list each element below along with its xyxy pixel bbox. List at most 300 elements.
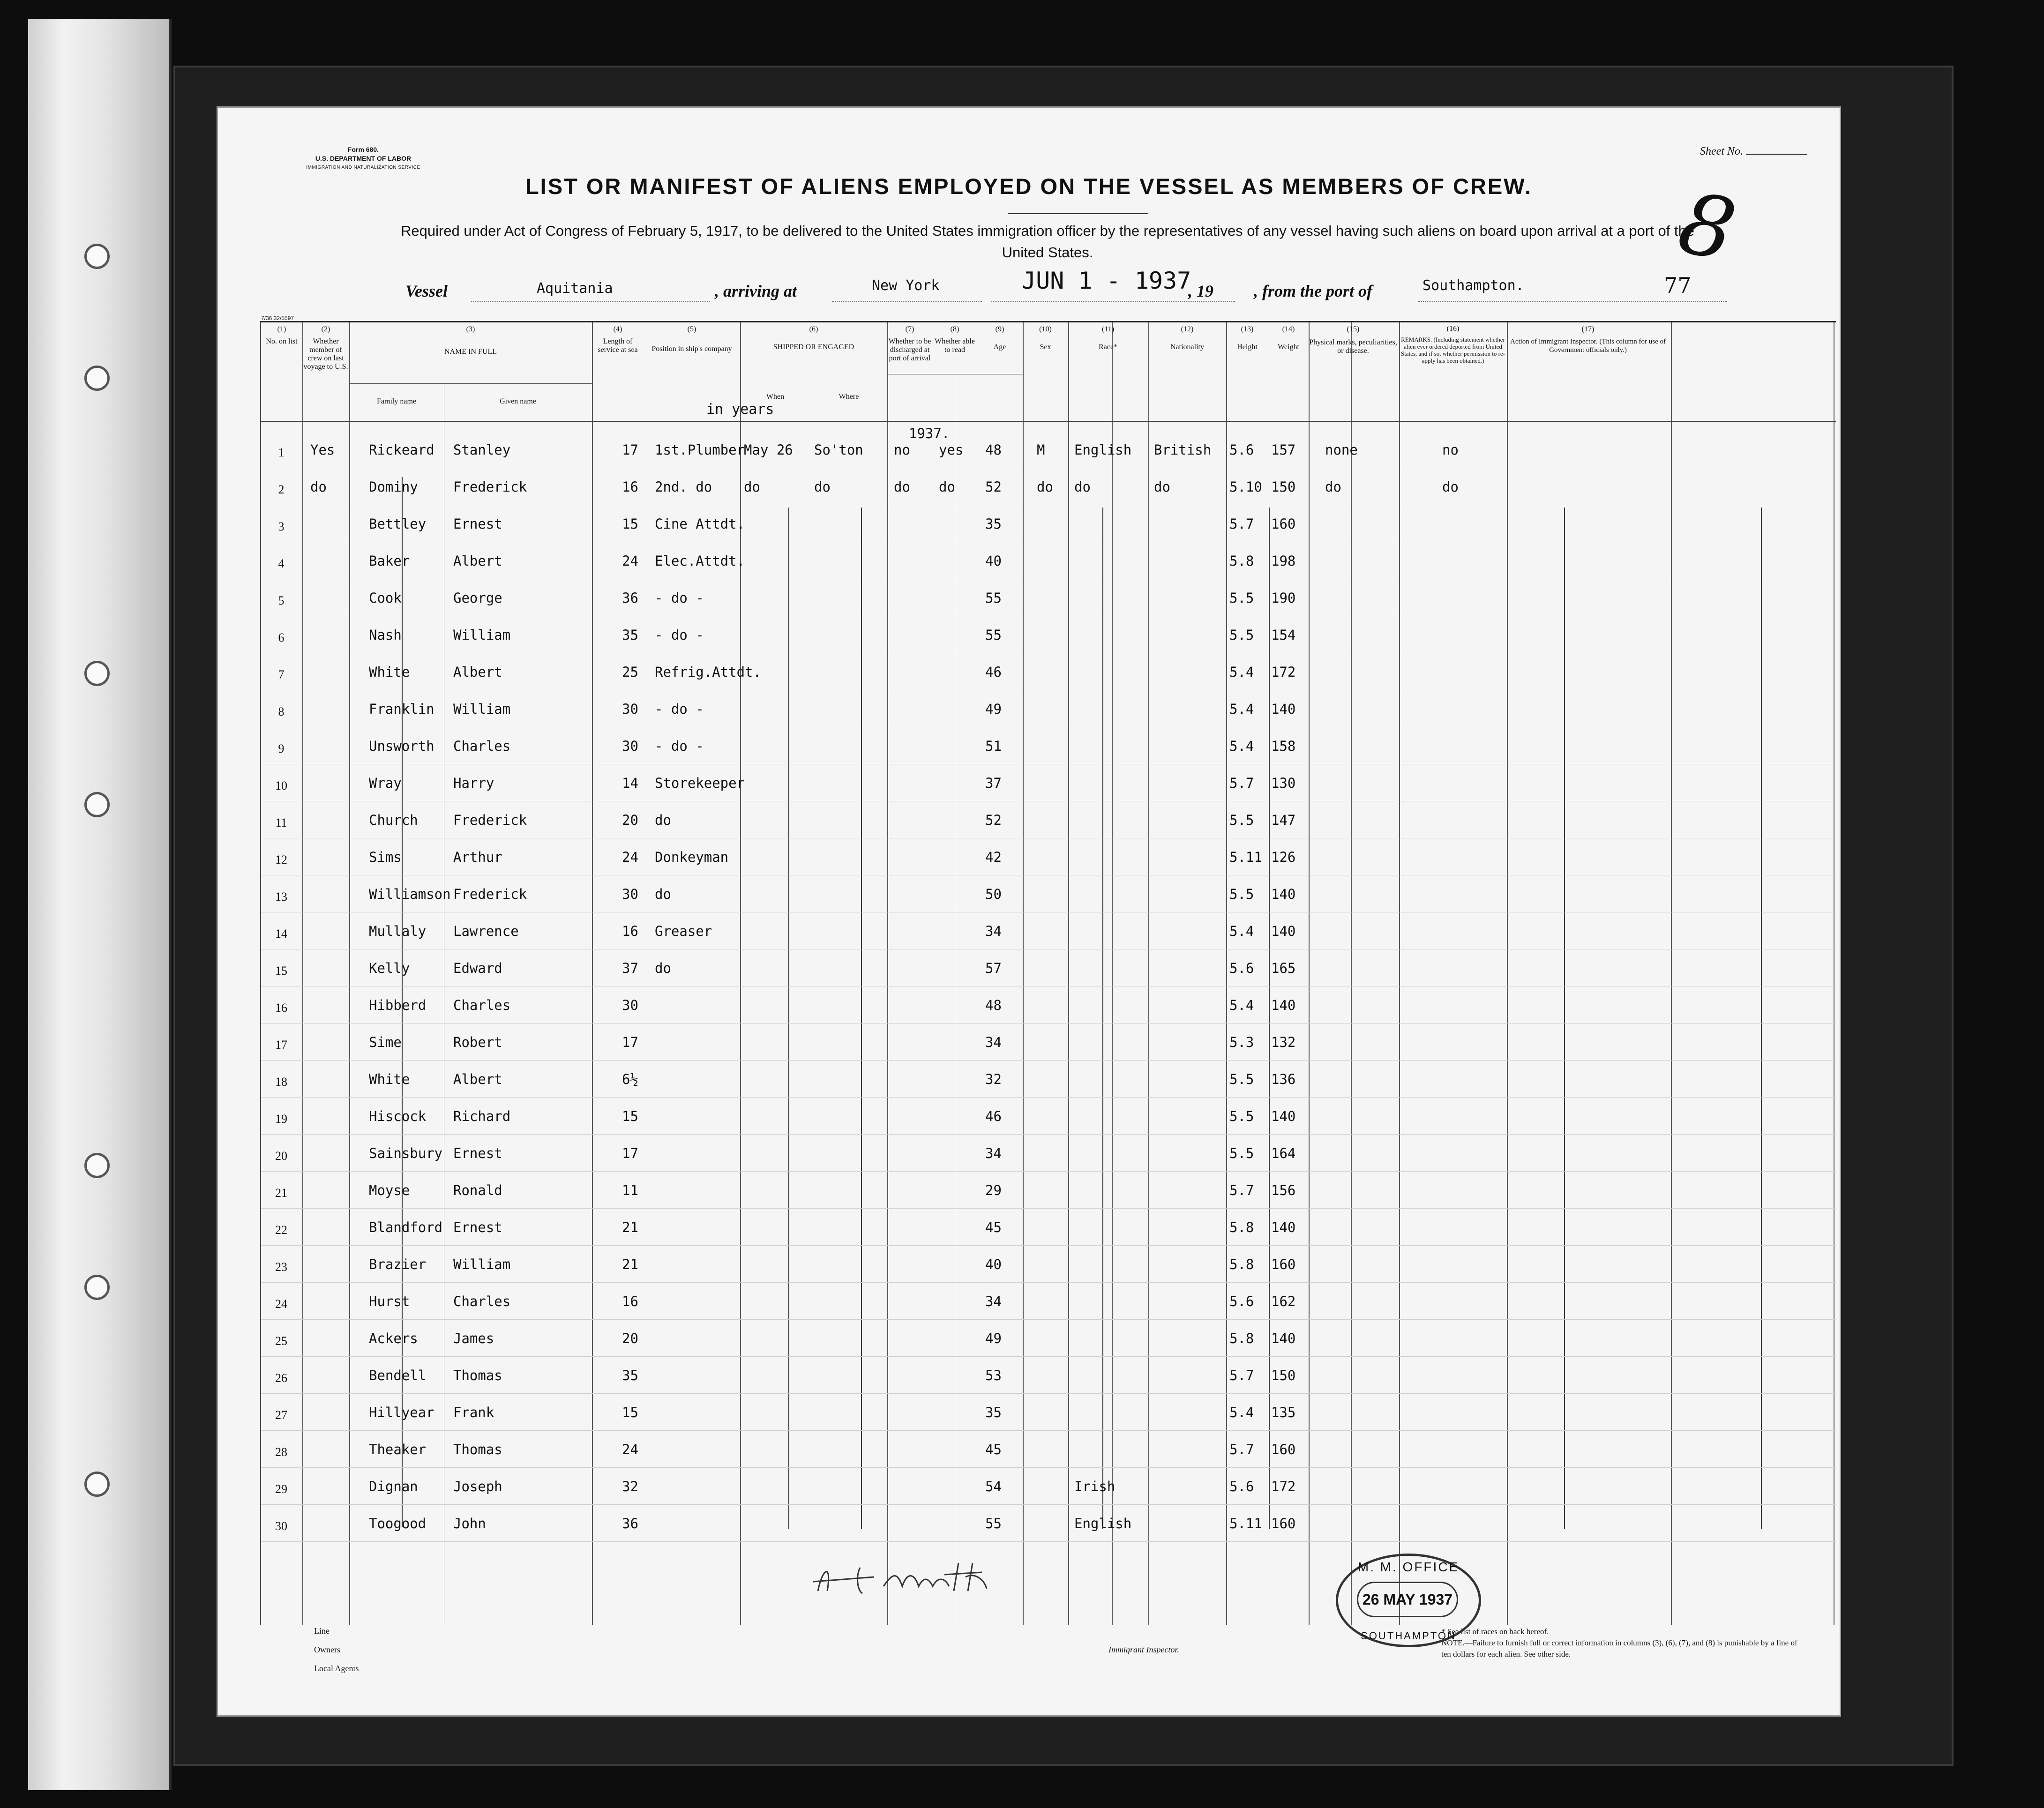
- cell-service-years: 36: [622, 590, 638, 606]
- cell-family-name: Moyse: [369, 1182, 410, 1198]
- cell-given-name: Charles: [453, 1293, 511, 1309]
- cell-remarks: no: [1442, 442, 1459, 458]
- cell-given-name: Frederick: [453, 886, 527, 902]
- ditto-line: [1102, 508, 1103, 1529]
- col-header-sex: (10) Sex: [1039, 325, 1052, 351]
- row-number: 12: [275, 853, 287, 867]
- col-header-read: (8) Whether able to read: [935, 325, 975, 354]
- col-header-race: (11) Race*: [1099, 325, 1117, 351]
- row-number: 10: [275, 779, 287, 792]
- signature: [804, 1558, 1010, 1603]
- row-rule: [261, 1097, 1836, 1098]
- cell-age: 40: [985, 1256, 1002, 1272]
- row-rule: [261, 1134, 1836, 1135]
- cell-given-name: William: [453, 701, 511, 717]
- footer-agents: Local Agents: [314, 1664, 359, 1673]
- col-subdivider: [261, 374, 955, 1625]
- row-rule: [261, 1319, 1836, 1320]
- manifest-sheet: [218, 108, 1840, 1715]
- row-number: 27: [275, 1408, 287, 1422]
- cell-weight: 160: [1271, 1256, 1296, 1272]
- cell-height: 5.4: [1229, 701, 1254, 717]
- cell-age: 32: [985, 1071, 1002, 1087]
- cell-position: 2nd. do: [655, 479, 712, 495]
- stamp-date: 26 MAY 1937: [1357, 1582, 1458, 1617]
- cell-position: - do -: [655, 627, 704, 643]
- cell-weight: 172: [1271, 1479, 1296, 1494]
- cell-age: 55: [985, 1516, 1002, 1532]
- cell-age: 34: [985, 1034, 1002, 1050]
- subheader-years: in years: [706, 401, 774, 418]
- subheader-when: When: [766, 393, 785, 401]
- cell-height: 5.5: [1229, 627, 1254, 643]
- cell-family-name: Hiscock: [369, 1108, 427, 1124]
- row-rule: [261, 1023, 1836, 1024]
- cell-able-to-read: yes: [939, 442, 964, 458]
- cell-age: 34: [985, 1145, 1002, 1161]
- cell-height: 5.5: [1229, 886, 1254, 902]
- ditto-line: [861, 508, 862, 1529]
- stamp-office: M. M. OFFICE: [1357, 1560, 1460, 1574]
- col-header-physical-marks: (15) Physical marks, peculiarities, or disease.: [1309, 325, 1397, 355]
- cell-service-years: 21: [622, 1219, 638, 1235]
- cell-given-name: Robert: [453, 1034, 502, 1050]
- row-number: 13: [275, 890, 287, 904]
- cell-weight: 150: [1271, 479, 1296, 495]
- cell-given-name: Thomas: [453, 1367, 502, 1383]
- cell-given-name: Ernest: [453, 516, 502, 532]
- cell-weight: 136: [1271, 1071, 1296, 1087]
- binder-hole: [84, 1472, 110, 1497]
- cell-given-name: Edward: [453, 960, 502, 976]
- cell-age: 57: [985, 960, 1002, 976]
- row-number: 28: [275, 1445, 287, 1459]
- cell-height: 5.6: [1229, 1293, 1254, 1309]
- cell-age: 55: [985, 627, 1002, 643]
- cell-age: 50: [985, 886, 1002, 902]
- row-rule: [261, 1245, 1836, 1246]
- cell-height: 5.5: [1229, 1145, 1254, 1161]
- col-header-name: (3) NAME IN FULL: [444, 325, 497, 356]
- cell-family-name: Ackers: [369, 1330, 418, 1346]
- binder-hole: [84, 792, 110, 817]
- cell-age: 40: [985, 553, 1002, 569]
- cell-age: 45: [985, 1219, 1002, 1235]
- cell-service-years: 35: [622, 1367, 638, 1383]
- subheader-where: Where: [839, 393, 859, 401]
- col-header-height: (13) Height: [1237, 325, 1258, 351]
- subheader-family: Family name: [377, 397, 416, 405]
- cell-given-name: John: [453, 1516, 486, 1532]
- cell-weight: 130: [1271, 775, 1296, 791]
- cell-service-years: 17: [622, 1034, 638, 1050]
- cell-service-years: 35: [622, 627, 638, 643]
- cell-position: Elec.Attdt.: [655, 553, 745, 569]
- row-rule: [261, 1467, 1836, 1468]
- cell-age: 54: [985, 1479, 1002, 1494]
- row-number: 21: [275, 1186, 287, 1200]
- cell-sex: M: [1037, 442, 1045, 458]
- cell-height: 5.5: [1229, 590, 1254, 606]
- cell-height: 5.8: [1229, 1330, 1254, 1346]
- cell-height: 5.7: [1229, 1367, 1254, 1383]
- cell-position: do: [655, 886, 671, 902]
- cell-weight: 190: [1271, 590, 1296, 606]
- cell-family-name: Hillyear: [369, 1405, 434, 1420]
- cell-service-years: 17: [622, 442, 638, 458]
- cell-given-name: Frank: [453, 1405, 494, 1420]
- cell-family-name: Bettley: [369, 516, 427, 532]
- form-heading: [286, 145, 441, 172]
- cell-weight: 126: [1271, 849, 1296, 865]
- cell-weight: 160: [1271, 1516, 1296, 1532]
- cell-given-name: Stanley: [453, 442, 511, 458]
- cell-position: Greaser: [655, 923, 712, 939]
- cell-age: 46: [985, 1108, 1002, 1124]
- cell-height: 5.6: [1229, 1479, 1254, 1494]
- col-header-age: (9) Age: [993, 325, 1006, 351]
- cell-height: 5.4: [1229, 923, 1254, 939]
- cell-able-to-read: do: [939, 479, 955, 495]
- col-header-nationality: (12) Nationality: [1170, 325, 1204, 351]
- cell-service-years: 37: [622, 960, 638, 976]
- cell-given-name: William: [453, 627, 511, 643]
- cell-shipped-where: So'ton: [814, 442, 863, 458]
- cell-service-years: 24: [622, 553, 638, 569]
- col-header-service: (4) Length of service at sea: [598, 325, 638, 354]
- from-port: Southampton.: [1423, 277, 1524, 294]
- cell-family-name: Theaker: [369, 1442, 427, 1457]
- footer-inspector: Immigrant Inspector.: [1108, 1645, 1179, 1654]
- cell-age: 29: [985, 1182, 1002, 1198]
- cell-service-years: 16: [622, 479, 638, 495]
- binder-hole: [84, 244, 110, 269]
- cell-given-name: Frederick: [453, 479, 527, 495]
- cell-remarks: do: [1442, 479, 1459, 495]
- row-number: 24: [275, 1297, 287, 1311]
- row-number: 5: [278, 594, 285, 607]
- cell-discharge: no: [894, 442, 910, 458]
- cell-given-name: Charles: [453, 738, 511, 754]
- cell-family-name: Unsworth: [369, 738, 434, 754]
- cell-family-name: Kelly: [369, 960, 410, 976]
- col-header-shipped: (6) SHIPPED OR ENGAGED: [773, 325, 854, 351]
- cell-given-name: Frederick: [453, 812, 527, 828]
- sheet-label: Sheet No.: [1700, 145, 1743, 157]
- cell-family-name: Franklin: [369, 701, 434, 717]
- vessel-label: Vessel: [405, 282, 448, 300]
- stamp-port: SOUTHAMPTON: [1361, 1630, 1456, 1642]
- cell-prev-voyage: Yes: [310, 442, 335, 458]
- cell-weight: 160: [1271, 1442, 1296, 1457]
- cell-family-name: Sims: [369, 849, 402, 865]
- row-rule: [261, 1060, 1836, 1061]
- arriving-port: New York: [872, 277, 940, 294]
- cell-given-name: William: [453, 1256, 511, 1272]
- row-rule: [261, 1504, 1836, 1505]
- cell-position: - do -: [655, 590, 704, 606]
- page-title: LIST OR MANIFEST OF ALIENS EMPLOYED ON THE VESSEL AS MEMBERS OF CREW.: [525, 174, 1533, 199]
- cell-family-name: Hibberd: [369, 997, 427, 1013]
- subheader-given: Given name: [500, 397, 536, 405]
- cell-family-name: Cook: [369, 590, 402, 606]
- cell-given-name: Joseph: [453, 1479, 502, 1494]
- ditto-line: [1761, 508, 1762, 1529]
- row-number: 8: [278, 705, 285, 718]
- col-header-inspector: (17) Action of Immigrant Inspector. (This column for use of Government officials only.): [1510, 325, 1666, 354]
- cell-service-years: 21: [622, 1256, 638, 1272]
- department: U.S. DEPARTMENT OF LABOR: [315, 155, 412, 162]
- binder-hole: [84, 1153, 110, 1178]
- col-header-position: (5) Position in ship's company: [651, 325, 732, 353]
- binding-strip: [28, 19, 172, 1790]
- cell-race: English: [1074, 442, 1132, 458]
- cell-service-years: 17: [622, 1145, 638, 1161]
- cell-service-years: 24: [622, 1442, 638, 1457]
- cell-age: 48: [985, 442, 1002, 458]
- cell-service-years: 15: [622, 1108, 638, 1124]
- row-number: 15: [275, 964, 287, 978]
- cell-height: 5.7: [1229, 775, 1254, 791]
- cell-nationality: do: [1154, 479, 1170, 495]
- cell-service-years: 36: [622, 1516, 638, 1532]
- penalty-note: NOTE.—Failure to furnish full or correct information in columns (3), (6), (7), and (8) is punishable by a fine of ten dollars for each alien. See other side.: [1441, 1638, 1797, 1659]
- cell-given-name: Albert: [453, 664, 502, 680]
- binder-hole: [84, 366, 110, 391]
- cell-height: 5.8: [1229, 1219, 1254, 1235]
- cell-weight: 140: [1271, 1108, 1296, 1124]
- cell-height: 5.8: [1229, 553, 1254, 569]
- cell-given-name: Harry: [453, 775, 494, 791]
- cell-age: 45: [985, 1442, 1002, 1457]
- row-number: 9: [278, 742, 285, 755]
- row-number: 29: [275, 1482, 287, 1496]
- cell-given-name: George: [453, 590, 502, 606]
- cell-family-name: Dominy: [369, 479, 418, 495]
- cell-family-name: Sime: [369, 1034, 402, 1050]
- cell-family-name: Church: [369, 812, 418, 828]
- cell-position: 1st.Plumber: [655, 442, 745, 458]
- row-number: 22: [275, 1223, 287, 1237]
- cell-height: 5.5: [1229, 1071, 1254, 1087]
- cell-weight: 164: [1271, 1145, 1296, 1161]
- title-rule: [1008, 213, 1148, 214]
- vessel-name: Aquitania: [537, 280, 613, 297]
- cell-family-name: Wray: [369, 775, 402, 791]
- cell-age: 37: [985, 775, 1002, 791]
- cell-given-name: Albert: [453, 1071, 502, 1087]
- cell-service-years: 24: [622, 849, 638, 865]
- cell-weight: 150: [1271, 1367, 1296, 1383]
- cell-family-name: Baker: [369, 553, 410, 569]
- row-rule: [261, 1208, 1836, 1209]
- row-rule: [261, 1541, 1836, 1542]
- cell-weight: 140: [1271, 701, 1296, 717]
- year-label: , 19: [1188, 282, 1213, 300]
- cell-shipped-when: do: [744, 479, 760, 495]
- year-note: 1937.: [909, 426, 950, 441]
- cell-height: 5.7: [1229, 516, 1254, 532]
- cell-height: 5.3: [1229, 1034, 1254, 1050]
- cell-weight: 140: [1271, 886, 1296, 902]
- cell-height: 5.11: [1229, 849, 1262, 865]
- cell-weight: 154: [1271, 627, 1296, 643]
- cell-given-name: Lawrence: [453, 923, 519, 939]
- col-header-discharged: (7) Whether to be discharged at port of arrival: [888, 325, 931, 362]
- cell-family-name: Toogood: [369, 1516, 427, 1532]
- cell-sex: do: [1037, 479, 1053, 495]
- row-number: 14: [275, 927, 287, 941]
- footer-notes: [1441, 1626, 1797, 1660]
- cell-age: 34: [985, 1293, 1002, 1309]
- col-header-prev-voyage: (2) Whether member of crew on last voyage to U.S.: [303, 325, 348, 371]
- sheet-mark-number: 8: [1670, 173, 1744, 281]
- cell-given-name: Ernest: [453, 1219, 502, 1235]
- cell-family-name: Mullaly: [369, 923, 427, 939]
- cell-given-name: Albert: [453, 553, 502, 569]
- cell-family-name: Rickeard: [369, 442, 434, 458]
- footer-line: Line: [314, 1626, 329, 1636]
- print-code: 7/36 32/5597: [261, 315, 294, 321]
- cell-service-years: 30: [622, 886, 638, 902]
- cell-family-name: White: [369, 1071, 410, 1087]
- cell-weight: 156: [1271, 1182, 1296, 1198]
- row-number: 25: [275, 1334, 287, 1348]
- cell-service-years: 20: [622, 812, 638, 828]
- binder-hole: [84, 1275, 110, 1300]
- cell-given-name: Thomas: [453, 1442, 502, 1457]
- cell-weight: 162: [1271, 1293, 1296, 1309]
- cell-height: 5.4: [1229, 997, 1254, 1013]
- cell-age: 52: [985, 812, 1002, 828]
- cell-age: 52: [985, 479, 1002, 495]
- cell-weight: 198: [1271, 553, 1296, 569]
- cell-weight: 147: [1271, 812, 1296, 828]
- cell-service-years: 15: [622, 1405, 638, 1420]
- row-rule: [261, 1282, 1836, 1283]
- cell-service-years: 30: [622, 997, 638, 1013]
- page-subtitle: Required under Act of Congress of February 5, 1917, to be delivered to the United States immigration officer by the representatives of any vessel having such aliens on board upon arrival at a port of the United States.: [400, 223, 1694, 261]
- vessel-line: [218, 267, 1840, 306]
- cell-weight: 135: [1271, 1405, 1296, 1420]
- service: IMMIGRATION AND NATURALIZATION SERVICE: [306, 165, 420, 170]
- ditto-line: [1269, 508, 1270, 1529]
- row-number: 19: [275, 1112, 287, 1126]
- cell-given-name: Richard: [453, 1108, 511, 1124]
- row-number: 17: [275, 1038, 287, 1052]
- cell-position: - do -: [655, 701, 704, 717]
- cell-weight: 140: [1271, 1330, 1296, 1346]
- cell-discharge: do: [894, 479, 910, 495]
- cell-position: do: [655, 960, 671, 976]
- cell-service-years: 25: [622, 664, 638, 680]
- cell-family-name: Bendell: [369, 1367, 427, 1383]
- cell-shipped-when: May 26: [744, 442, 793, 458]
- row-rule: [261, 1356, 1836, 1357]
- cell-physical-marks: do: [1325, 479, 1341, 495]
- col-header-weight: (14) Weight: [1278, 325, 1299, 351]
- cell-height: 5.6: [1229, 442, 1254, 458]
- ditto-line: [1564, 508, 1565, 1529]
- cell-age: 34: [985, 923, 1002, 939]
- cell-weight: 132: [1271, 1034, 1296, 1050]
- cell-given-name: Charles: [453, 997, 511, 1013]
- cell-position: Storekeeper: [655, 775, 745, 791]
- cell-age: 55: [985, 590, 1002, 606]
- row-number: 11: [275, 816, 287, 829]
- cell-family-name: White: [369, 664, 410, 680]
- cell-position: - do -: [655, 738, 704, 754]
- form-number: Form 680.: [347, 146, 379, 153]
- cell-height: 5.7: [1229, 1182, 1254, 1198]
- sheet-number: [1700, 145, 1807, 158]
- binder-hole: [84, 661, 110, 686]
- arrival-date-stamp: JUN 1 - 1937: [1022, 267, 1191, 294]
- race-note: * See list of races on back hereof.: [1441, 1627, 1549, 1636]
- cell-weight: 140: [1271, 997, 1296, 1013]
- cell-service-years: 30: [622, 701, 638, 717]
- cell-race: do: [1074, 479, 1091, 495]
- crew-table: [260, 321, 1836, 1625]
- ditto-line: [788, 508, 789, 1529]
- cell-age: 48: [985, 997, 1002, 1013]
- sheet-tally-mark: 77: [1664, 273, 1692, 298]
- row-number: 3: [278, 520, 285, 533]
- arriving-label: , arriving at: [715, 282, 797, 300]
- cell-service-years: 14: [622, 775, 638, 791]
- col-header-no: (1) No. on list: [266, 325, 298, 345]
- cell-age: 49: [985, 1330, 1002, 1346]
- cell-height: 5.5: [1229, 1108, 1254, 1124]
- cell-shipped-where: do: [814, 479, 831, 495]
- row-number: 23: [275, 1260, 287, 1274]
- row-number: 4: [278, 557, 285, 570]
- cell-height: 5.11: [1229, 1516, 1262, 1532]
- footer-owners: Owners: [314, 1645, 340, 1654]
- row-number: 20: [275, 1149, 287, 1163]
- row-number: 30: [275, 1519, 287, 1533]
- cell-given-name: Arthur: [453, 849, 502, 865]
- cell-age: 49: [985, 701, 1002, 717]
- row-number: 6: [278, 631, 285, 644]
- cell-weight: 158: [1271, 738, 1296, 754]
- cell-race: Irish: [1074, 1479, 1116, 1494]
- col-header-remarks: (16) REMARKS. (Including statement whether alien ever ordered deported from United States, and if so, whether permission to re-apply has been obtained.): [1400, 325, 1505, 364]
- cell-service-years: 15: [622, 516, 638, 532]
- cell-service-years: 20: [622, 1330, 638, 1346]
- cell-position: Refrig.Attdt.: [655, 664, 761, 680]
- row-number: 7: [278, 668, 285, 681]
- cell-weight: 140: [1271, 923, 1296, 939]
- cell-family-name: Brazier: [369, 1256, 427, 1272]
- cell-height: 5.10: [1229, 479, 1262, 495]
- cell-family-name: Dignan: [369, 1479, 418, 1494]
- cell-age: 46: [985, 664, 1002, 680]
- cell-height: 5.6: [1229, 960, 1254, 976]
- cell-race: English: [1074, 1516, 1132, 1532]
- cell-weight: 172: [1271, 664, 1296, 680]
- cell-height: 5.7: [1229, 1442, 1254, 1457]
- cell-age: 35: [985, 1405, 1002, 1420]
- office-stamp: [1336, 1554, 1481, 1647]
- cell-position: do: [655, 812, 671, 828]
- cell-height: 5.8: [1229, 1256, 1254, 1272]
- row-rule: [261, 1430, 1836, 1431]
- cell-weight: 140: [1271, 1219, 1296, 1235]
- cell-weight: 157: [1271, 442, 1296, 458]
- row-number: 26: [275, 1371, 287, 1385]
- cell-age: 53: [985, 1367, 1002, 1383]
